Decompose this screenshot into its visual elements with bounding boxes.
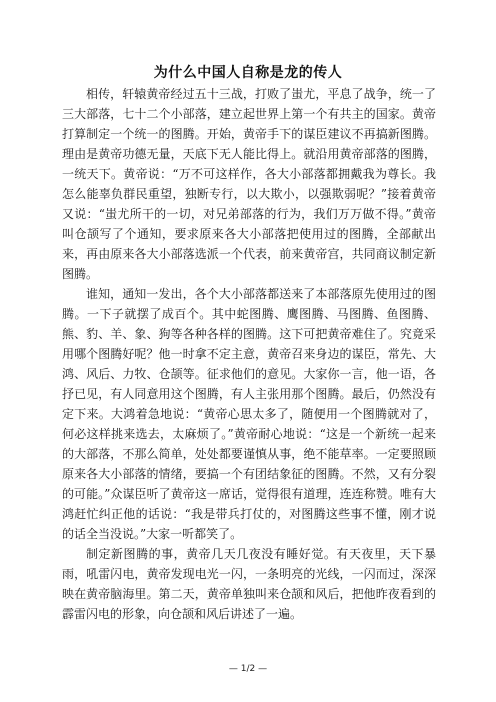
paragraph-1: 相传，轩辕黄帝经过五十三战，打败了蚩尤，平息了战争，统一了三大部落，七十二个小部落，建立起世界上第一个有共主的国家。黄帝打算制定一个统一的图腾。开始，黄帝手下的谋臣建议不再搞新图腾。理由是黄帝功德无量，天底下无人能比得上。就沿用黄帝部落的图腾，一统天下。黄帝说：“万不可这样作，各大小部落都拥戴我为尊长。我怎么能辜负群民重望，独断专行，以大欺小，以强欺弱呢？”接着黄帝又说：“蚩尤所干的一切，对兄弟部落的行为，我们万万做不得。”黄帝叫仓颉写了个通知，要求原来各大小部落把使用过的图腾，全部献出来，再由原来各大小部落选派一个代表，前来黄帝宫，共同商议制定新图腾。 xyxy=(62,87,436,281)
paragraph-3: 制定新图腾的事，黄帝几天几夜没有睡好觉。有天夜里，天下暴雨，吼雷闪电，黄帝发现电光一闪，一条明亮的光线，一闪而过，深深映在黄帝脑海里。第二天，黄帝单独叫来仓颉和风后，把他昨夜看到的霹雷闪电的形象，向仓颉和风后讲述了一遍。 xyxy=(62,547,436,621)
page-number: — 1/2 — xyxy=(228,664,268,674)
paragraph-2: 谁知，通知一发出，各个大小部落都送来了本部落原先使用过的图腾。一下子就摆了成百个。其中蛇图腾、鹰图腾、马图腾、鱼图腾、熊、豹、羊、象、狗等各种各样的图腾。这下可把黄帝难住了。究竟采用哪个图腾好呢？他一时拿不定主意，黄帝召来身边的谋臣，常先、大鸿、风后、力牧、仓颉等。征求他们的意见。大家你一言，他一语，各抒已见，有人同意用这个图腾，有人主张用那个图腾。最后，仍然没有定下来。大鸿着急地说：“黄帝心思太多了，随便用一个图腾就对了，何必这样挑来选去，太麻烦了。”黄帝耐心地说：“这是一个新统一起来的大部落，不那么简单，处处都要谨慎从事，绝不能草率。一定要照顾原来各大小部落的情绪，要搞一个有团结象征的图腾。不然，又有分裂的可能。”众谋臣听了黄帝这一席话，觉得很有道理，连连称赞。唯有大鸿赶忙纠正他的话说：“我是带兵打仗的，对图腾这些事不懂，刚才说的话全当没说。”大家一听都笑了。 xyxy=(62,287,436,541)
document-body xyxy=(62,84,436,624)
document-title: 为什么中国人自称是龙的传人 xyxy=(153,65,343,81)
